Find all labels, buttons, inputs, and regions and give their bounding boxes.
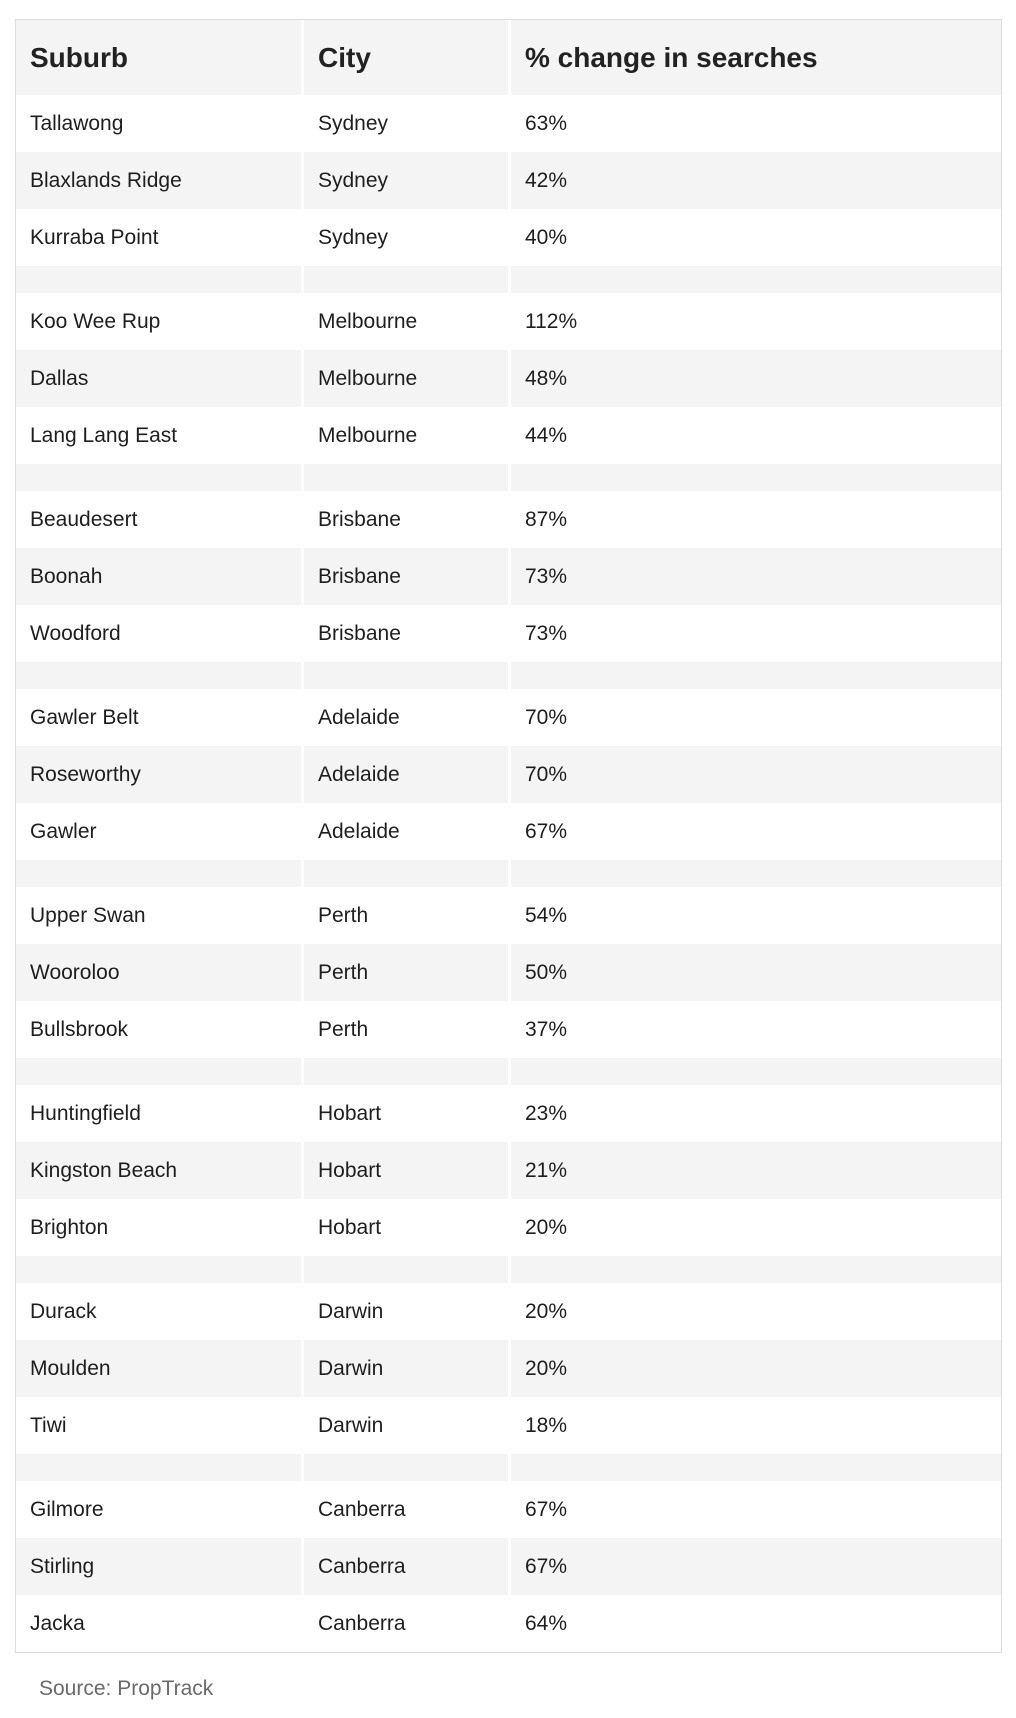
table-row — [16, 491, 1001, 548]
city-cell: Canberra — [304, 1595, 511, 1652]
table-row — [16, 293, 1001, 350]
table-body — [16, 95, 1001, 1652]
suburb-cell: Dallas — [16, 350, 304, 407]
change-cell: 20% — [511, 1340, 1001, 1397]
suburb-cell: Gawler Belt — [16, 689, 304, 746]
suburb-cell: Lang Lang East — [16, 407, 304, 464]
spacer-cell — [304, 1058, 511, 1085]
suburb-cell: Moulden — [16, 1340, 304, 1397]
spacer-cell — [16, 1256, 304, 1283]
change-cell: 70% — [511, 689, 1001, 746]
group-spacer-row — [16, 1454, 1001, 1481]
city-cell: Darwin — [304, 1397, 511, 1454]
table-row — [16, 1538, 1001, 1595]
table-row — [16, 746, 1001, 803]
table-row — [16, 1340, 1001, 1397]
spacer-cell — [16, 860, 304, 887]
suburb-cell: Woodford — [16, 605, 304, 662]
spacer-cell — [16, 266, 304, 293]
change-cell: 112% — [511, 293, 1001, 350]
suburb-cell: Upper Swan — [16, 887, 304, 944]
spacer-cell — [511, 266, 1001, 293]
city-cell: Brisbane — [304, 548, 511, 605]
spacer-cell — [304, 1256, 511, 1283]
city-cell: Hobart — [304, 1142, 511, 1199]
city-cell: Perth — [304, 944, 511, 1001]
suburb-search-table — [15, 19, 1002, 1653]
change-cell: 50% — [511, 944, 1001, 1001]
city-cell: Sydney — [304, 209, 511, 266]
suburb-cell: Jacka — [16, 1595, 304, 1652]
change-cell: 67% — [511, 803, 1001, 860]
city-cell: Canberra — [304, 1538, 511, 1595]
spacer-cell — [511, 860, 1001, 887]
table-row — [16, 1142, 1001, 1199]
table-row — [16, 350, 1001, 407]
city-cell: Brisbane — [304, 491, 511, 548]
table-row — [16, 1085, 1001, 1142]
spacer-cell — [304, 860, 511, 887]
change-cell: 48% — [511, 350, 1001, 407]
suburb-cell: Gawler — [16, 803, 304, 860]
group-spacer-row — [16, 860, 1001, 887]
city-cell: Sydney — [304, 95, 511, 152]
spacer-cell — [16, 464, 304, 491]
city-cell: Melbourne — [304, 293, 511, 350]
city-cell: Darwin — [304, 1340, 511, 1397]
group-spacer-row — [16, 1058, 1001, 1085]
table-row — [16, 803, 1001, 860]
suburb-cell: Kingston Beach — [16, 1142, 304, 1199]
city-cell: Darwin — [304, 1283, 511, 1340]
spacer-cell — [511, 662, 1001, 689]
table-row — [16, 152, 1001, 209]
city-cell: Melbourne — [304, 350, 511, 407]
city-cell: Adelaide — [304, 689, 511, 746]
change-cell: 73% — [511, 605, 1001, 662]
spacer-cell — [511, 464, 1001, 491]
change-cell: 87% — [511, 491, 1001, 548]
spacer-cell — [16, 662, 304, 689]
suburb-cell: Wooroloo — [16, 944, 304, 1001]
suburb-cell: Bullsbrook — [16, 1001, 304, 1058]
table-row — [16, 605, 1001, 662]
change-cell: 21% — [511, 1142, 1001, 1199]
table-row — [16, 1397, 1001, 1454]
group-spacer-row — [16, 266, 1001, 293]
header-row — [16, 20, 1001, 95]
group-spacer-row — [16, 662, 1001, 689]
change-cell: 63% — [511, 95, 1001, 152]
table-row — [16, 1595, 1001, 1652]
spacer-cell — [16, 1058, 304, 1085]
city-cell: Perth — [304, 1001, 511, 1058]
suburb-cell: Huntingfield — [16, 1085, 304, 1142]
city-cell: Brisbane — [304, 605, 511, 662]
spacer-cell — [304, 662, 511, 689]
spacer-cell — [304, 464, 511, 491]
change-cell: 40% — [511, 209, 1001, 266]
table-row — [16, 1481, 1001, 1538]
suburb-cell: Kurraba Point — [16, 209, 304, 266]
spacer-cell — [511, 1454, 1001, 1481]
suburb-cell: Tiwi — [16, 1397, 304, 1454]
city-cell: Perth — [304, 887, 511, 944]
table-row — [16, 1001, 1001, 1058]
spacer-cell — [304, 1454, 511, 1481]
change-cell: 20% — [511, 1199, 1001, 1256]
table-row — [16, 1199, 1001, 1256]
suburb-cell: Gilmore — [16, 1481, 304, 1538]
change-cell: 54% — [511, 887, 1001, 944]
city-cell: Canberra — [304, 1481, 511, 1538]
change-cell: 64% — [511, 1595, 1001, 1652]
change-cell: 37% — [511, 1001, 1001, 1058]
suburb-cell: Stirling — [16, 1538, 304, 1595]
suburb-cell: Blaxlands Ridge — [16, 152, 304, 209]
spacer-cell — [511, 1058, 1001, 1085]
data-table — [16, 20, 1001, 1652]
spacer-cell — [511, 1256, 1001, 1283]
change-cell: 44% — [511, 407, 1001, 464]
column-header-suburb: Suburb — [16, 20, 304, 95]
table-row — [16, 548, 1001, 605]
change-cell: 67% — [511, 1481, 1001, 1538]
spacer-cell — [16, 1454, 304, 1481]
table-header — [16, 20, 1001, 95]
change-cell: 42% — [511, 152, 1001, 209]
table-row — [16, 887, 1001, 944]
city-cell: Adelaide — [304, 746, 511, 803]
suburb-cell: Beaudesert — [16, 491, 304, 548]
table-row — [16, 209, 1001, 266]
table-row — [16, 407, 1001, 464]
suburb-cell: Boonah — [16, 548, 304, 605]
table-row — [16, 944, 1001, 1001]
column-header-change: % change in searches — [511, 20, 1001, 95]
suburb-cell: Brighton — [16, 1199, 304, 1256]
change-cell: 23% — [511, 1085, 1001, 1142]
suburb-cell: Tallawong — [16, 95, 304, 152]
city-cell: Sydney — [304, 152, 511, 209]
change-cell: 73% — [511, 548, 1001, 605]
change-cell: 18% — [511, 1397, 1001, 1454]
suburb-cell: Roseworthy — [16, 746, 304, 803]
table-row — [16, 1283, 1001, 1340]
column-header-city: City — [304, 20, 511, 95]
table-row — [16, 95, 1001, 152]
change-cell: 67% — [511, 1538, 1001, 1595]
spacer-cell — [304, 266, 511, 293]
city-cell: Melbourne — [304, 407, 511, 464]
city-cell: Hobart — [304, 1199, 511, 1256]
city-cell: Hobart — [304, 1085, 511, 1142]
group-spacer-row — [16, 1256, 1001, 1283]
table-row — [16, 689, 1001, 746]
change-cell: 20% — [511, 1283, 1001, 1340]
city-cell: Adelaide — [304, 803, 511, 860]
suburb-cell: Koo Wee Rup — [16, 293, 304, 350]
suburb-cell: Durack — [16, 1283, 304, 1340]
source-note: Source: PropTrack — [39, 1677, 214, 1700]
group-spacer-row — [16, 464, 1001, 491]
change-cell: 70% — [511, 746, 1001, 803]
